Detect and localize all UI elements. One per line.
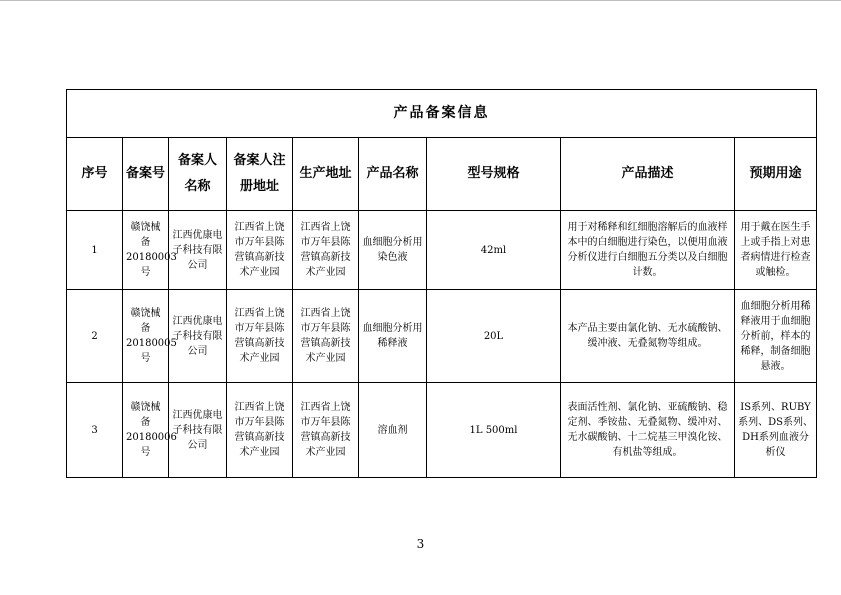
header-prod-address: 生产地址 bbox=[293, 138, 359, 211]
top-rule bbox=[0, 0, 841, 1]
table-row bbox=[67, 383, 817, 478]
cell-reg-address: 江西省上饶市万年县陈营镇高新技术产业园 bbox=[227, 211, 293, 290]
cell-registrant: 江西优康电子科技有限公司 bbox=[169, 290, 227, 383]
cell-prod-address: 江西省上饶市万年县陈营镇高新技术产业园 bbox=[293, 383, 359, 478]
header-product-name: 产品名称 bbox=[359, 138, 427, 211]
cell-description: 表面活性剂、氯化钠、亚硫酸钠、稳定剂、季铵盐、无叠氮物、缓冲对、无水碳酸钠、十二烷基三甲溴化铵、有机盐等组成。 bbox=[561, 383, 735, 478]
cell-model: 1L 500ml bbox=[427, 383, 561, 478]
cell-index: 1 bbox=[67, 211, 123, 290]
cell-reg-address: 江西省上饶市万年县陈营镇高新技术产业园 bbox=[227, 290, 293, 383]
table-title: 产品备案信息 bbox=[67, 90, 817, 138]
cell-reg-address: 江西省上饶市万年县陈营镇高新技术产业园 bbox=[227, 383, 293, 478]
cell-product-name: 血细胞分析用稀释液 bbox=[359, 290, 427, 383]
cell-description: 用于对稀释和红细胞溶解后的血液样本中的白细胞进行染色，以便用血液分析仪进行白细胞五分类以及白细胞计数。 bbox=[561, 211, 735, 290]
cell-registrant: 江西优康电子科技有限公司 bbox=[169, 383, 227, 478]
cell-intended-use: 血细胞分析用稀释液用于血细胞分析前，样本的稀释，制备细胞悬液。 bbox=[735, 290, 817, 383]
cell-prod-address: 江西省上饶市万年县陈营镇高新技术产业园 bbox=[293, 211, 359, 290]
table-row bbox=[67, 290, 817, 383]
cell-intended-use: 用于戴在医生手上或手指上对患者病情进行检查或触检。 bbox=[735, 211, 817, 290]
header-row bbox=[67, 138, 817, 211]
cell-record-no: 赣饶械备20180003号 bbox=[123, 211, 169, 290]
cell-model: 20L bbox=[427, 290, 561, 383]
cell-description: 本产品主要由氯化钠、无水硫酸钠、缓冲液、无叠氮物等组成。 bbox=[561, 290, 735, 383]
header-index: 序号 bbox=[67, 138, 123, 211]
cell-model: 42ml bbox=[427, 211, 561, 290]
cell-index: 2 bbox=[67, 290, 123, 383]
cell-prod-address: 江西省上饶市万年县陈营镇高新技术产业园 bbox=[293, 290, 359, 383]
header-description: 产品描述 bbox=[561, 138, 735, 211]
cell-record-no: 赣饶械备20180005号 bbox=[123, 290, 169, 383]
cell-product-name: 血细胞分析用染色液 bbox=[359, 211, 427, 290]
table-row bbox=[67, 211, 817, 290]
cell-index: 3 bbox=[67, 383, 123, 478]
cell-registrant: 江西优康电子科技有限公司 bbox=[169, 211, 227, 290]
page-number: 3 bbox=[416, 537, 425, 551]
cell-product-name: 溶血剂 bbox=[359, 383, 427, 478]
header-record-no: 备案号 bbox=[123, 138, 169, 211]
product-record-table bbox=[66, 89, 817, 478]
header-intended-use: 预期用途 bbox=[735, 138, 817, 211]
cell-record-no: 赣饶械备20180006号 bbox=[123, 383, 169, 478]
cell-intended-use: IS系列、RUBY系列、DS系列、DH系列血液分析仪 bbox=[735, 383, 817, 478]
header-reg-address: 备案人注册地址 bbox=[227, 138, 293, 211]
header-registrant: 备案人名称 bbox=[169, 138, 227, 211]
header-model: 型号规格 bbox=[427, 138, 561, 211]
